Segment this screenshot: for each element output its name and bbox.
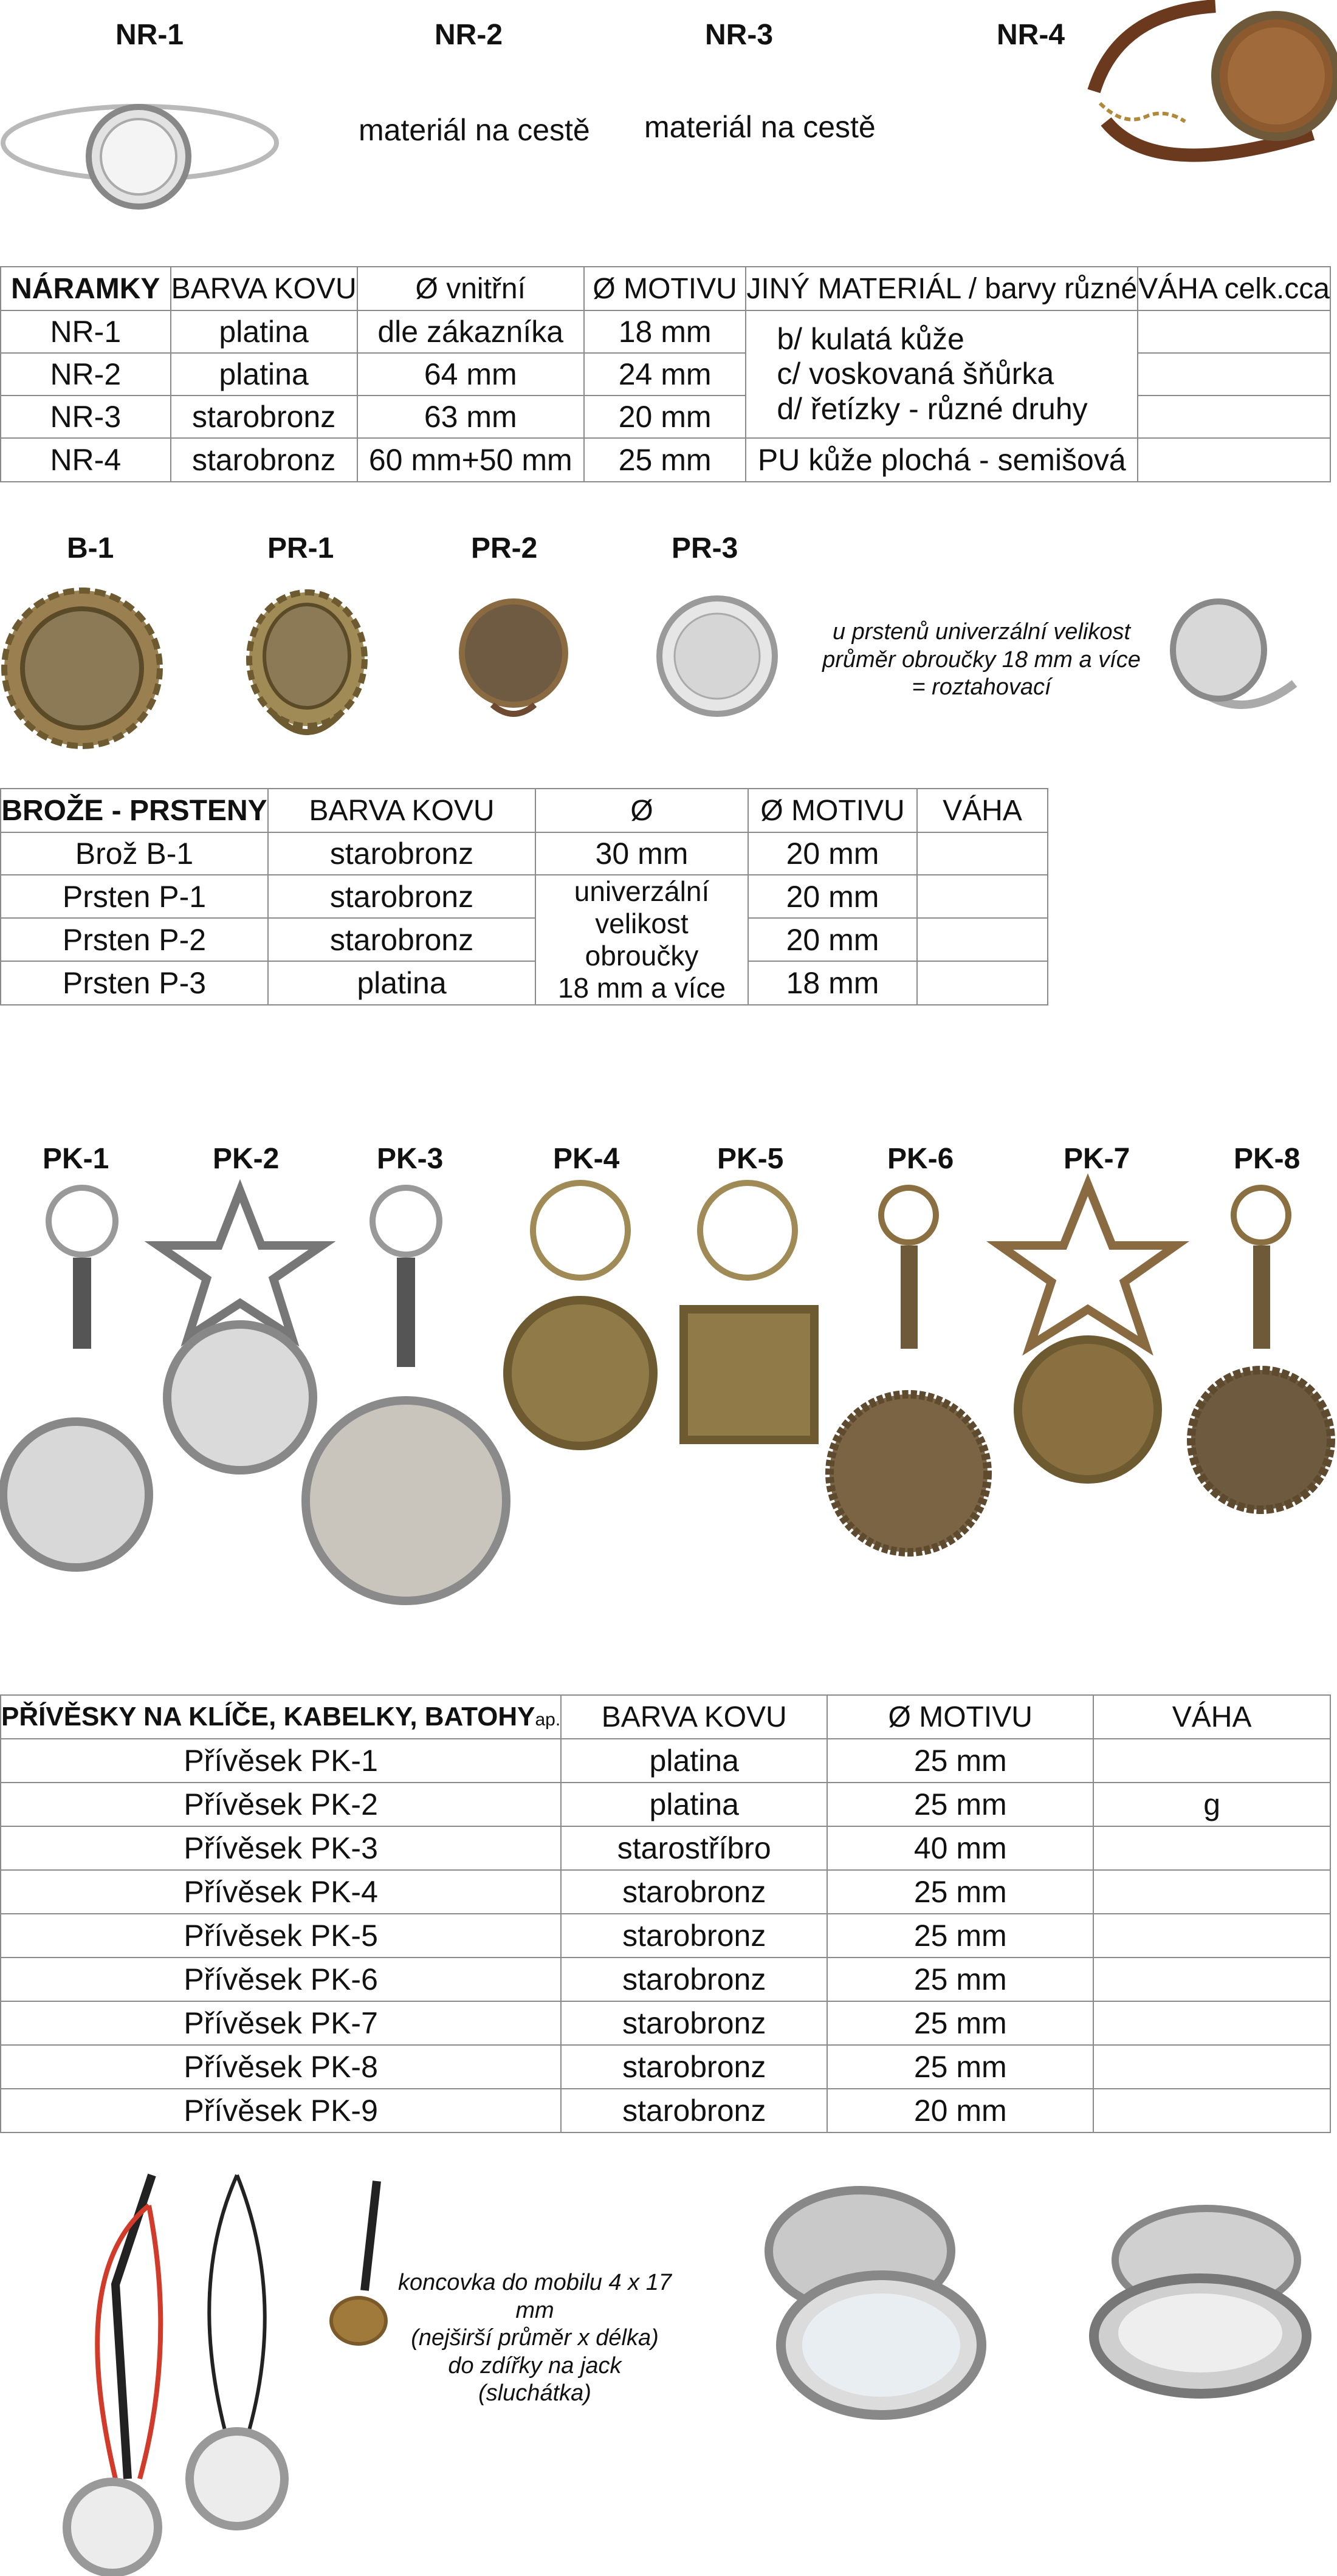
table-cell: [1093, 1826, 1330, 1870]
table-cell: 63 mm: [357, 396, 584, 438]
code-nr3: NR-3: [705, 19, 774, 51]
code-nr2: NR-2: [435, 19, 503, 51]
bracelets-header-other: JINÝ MATERIÁL / barvy různé: [746, 267, 1138, 310]
bracelets-other-material: [746, 310, 1138, 438]
table-cell: 20 mm: [748, 918, 917, 961]
table-cell: [1093, 1870, 1330, 1914]
code-pk3: PK-3: [377, 1143, 444, 1175]
table-row: [1, 1783, 1330, 1826]
code-pk8: PK-8: [1234, 1143, 1301, 1175]
table-cell: Prsten P-3: [1, 961, 268, 1004]
phone-charms-image: [43, 2163, 431, 2576]
bracelet-nr4-image: [1082, 0, 1337, 182]
rings-header-diameter: Ø: [535, 789, 748, 832]
keychains-image: [0, 1179, 1337, 1604]
table-cell: Přívěsek PK-4: [1, 1870, 561, 1914]
compact-mirror-image: [754, 2181, 1009, 2436]
bracelets-header-weight: VÁHA celk.cca: [1138, 267, 1330, 310]
table-cell: 25 mm: [827, 1914, 1093, 1958]
table-cell: [1093, 2045, 1330, 2089]
table-row: [1, 2089, 1330, 2132]
table-cell: starobronz: [561, 1870, 827, 1914]
table-cell: [1138, 310, 1330, 353]
table-row: [1, 2001, 1330, 2045]
other-material-d: d/ řetízky - různé druhy: [777, 391, 1088, 426]
table-cell: platina: [268, 961, 535, 1004]
table-cell: starobronz: [268, 918, 535, 961]
table-cell: 20 mm: [827, 2089, 1093, 2132]
keychains-header-suffix: ap.: [535, 1710, 561, 1730]
table-cell: 20 mm: [748, 832, 917, 875]
table-row: [1, 1826, 1330, 1870]
table-cell: platina: [561, 1739, 827, 1783]
table-cell: [1093, 1958, 1330, 2001]
keychains-header-name: [1, 1695, 561, 1739]
keychains-header-main: PŘÍVĚSKY NA KLÍČE, KABELKY, BATOHY: [1, 1702, 535, 1732]
pill-box-image: [1079, 2202, 1322, 2403]
code-nr1: NR-1: [115, 19, 184, 51]
table-cell: NR-4: [1, 438, 171, 482]
table-cell: NR-3: [1, 396, 171, 438]
ring-pr1-image: [237, 586, 383, 744]
table-cell: Prsten P-2: [1, 918, 268, 961]
rings-header-name: BROŽE - PRSTENY: [1, 789, 268, 832]
table-cell: Přívěsek PK-2: [1, 1783, 561, 1826]
code-pr1: PR-1: [267, 532, 334, 564]
table-cell: starobronz: [561, 1958, 827, 2001]
table-row: [1, 2045, 1330, 2089]
table-cell: 60 mm+50 mm: [357, 438, 584, 482]
bracelets-header-color: BARVA KOVU: [171, 267, 357, 310]
note-nr3: materiál na cestě: [644, 110, 876, 144]
phone-note-line3: do zdířky na jack (sluchátka): [448, 2352, 622, 2406]
ring-adjustable-image: [1167, 598, 1307, 720]
table-cell: PU kůže plochá - semišová: [746, 438, 1138, 482]
table-cell: Přívěsek PK-1: [1, 1739, 561, 1783]
bracelet-nr1-image: [0, 85, 292, 207]
code-pr3: PR-3: [672, 532, 738, 564]
rings-merged-diameter: [535, 875, 748, 1005]
table-cell: 25 mm: [827, 1958, 1093, 2001]
table-cell: [1138, 396, 1330, 438]
table-cell: 25 mm: [827, 2045, 1093, 2089]
code-pr2: PR-2: [471, 532, 538, 564]
merged-diameter-line2: velikost obroučky: [585, 907, 699, 971]
rings-note-line2: průměr obroučky 18 mm a více: [822, 646, 1141, 673]
phone-note-line1: koncovka do mobilu 4 x 17 mm: [398, 2270, 672, 2323]
table-cell: Přívěsek PK-9: [1, 2089, 561, 2132]
keychains-header-weight: VÁHA: [1093, 1695, 1330, 1739]
table-cell: [1138, 438, 1330, 482]
table-cell: [1093, 2089, 1330, 2132]
rings-table: [0, 788, 1048, 1005]
table-row: [1, 1958, 1330, 2001]
table-cell: [917, 918, 1048, 961]
table-cell: NR-1: [1, 310, 171, 353]
table-cell: platina: [171, 310, 357, 353]
rings-note-line1: u prstenů univerzální velikost: [832, 619, 1131, 645]
ring-pr2-image: [447, 598, 580, 720]
code-pk2: PK-2: [213, 1143, 280, 1175]
code-nr4: NR-4: [997, 19, 1065, 51]
table-cell: Přívěsek PK-7: [1, 2001, 561, 2045]
table-cell: [917, 875, 1048, 918]
note-nr2: materiál na cestě: [359, 113, 590, 147]
ring-pr3-image: [650, 592, 784, 726]
table-cell: Přívěsek PK-5: [1, 1914, 561, 1958]
table-row: [1, 1739, 1330, 1783]
table-cell: Přívěsek PK-8: [1, 2045, 561, 2089]
rings-header-motif: Ø MOTIVU: [748, 789, 917, 832]
table-cell: [1093, 1914, 1330, 1958]
other-material-b: b/ kulatá kůže: [777, 321, 964, 356]
table-cell: platina: [561, 1783, 827, 1826]
brooch-b1-image: [0, 583, 170, 753]
table-cell: platina: [171, 353, 357, 396]
table-cell: 25 mm: [827, 2001, 1093, 2045]
bracelets-header-motif: Ø MOTIVU: [584, 267, 746, 310]
table-cell: Prsten P-1: [1, 875, 268, 918]
code-pk4: PK-4: [553, 1143, 620, 1175]
table-cell: [1138, 353, 1330, 396]
rings-header-weight: VÁHA: [917, 789, 1048, 832]
table-cell: NR-2: [1, 353, 171, 396]
code-pk7: PK-7: [1064, 1143, 1130, 1175]
merged-diameter-line1: univerzální: [574, 875, 710, 907]
code-pk1: PK-1: [43, 1143, 109, 1175]
rings-note-line3: = roztahovací: [912, 674, 1051, 701]
table-cell: 25 mm: [584, 438, 746, 482]
table-cell: 25 mm: [827, 1739, 1093, 1783]
bracelets-header-name: NÁRAMKY: [1, 267, 171, 310]
table-cell: starobronz: [268, 875, 535, 918]
table-cell: 40 mm: [827, 1826, 1093, 1870]
merged-diameter-line3: 18 mm a více: [557, 971, 726, 1004]
table-cell: [917, 832, 1048, 875]
keychains-header-motif: Ø MOTIVU: [827, 1695, 1093, 1739]
other-material-c: c/ voskovaná šňůrka: [777, 357, 1054, 391]
rings-size-note: [805, 618, 1158, 702]
table-cell: [917, 961, 1048, 1004]
table-cell: 20 mm: [748, 875, 917, 918]
table-cell: g: [1093, 1783, 1330, 1826]
table-cell: dle zákazníka: [357, 310, 584, 353]
table-cell: 30 mm: [535, 832, 748, 875]
table-cell: starobronz: [561, 2045, 827, 2089]
table-cell: starobronz: [561, 1914, 827, 1958]
table-cell: starobronz: [171, 396, 357, 438]
table-cell: Přívěsek PK-6: [1, 1958, 561, 2001]
keychains-table: [0, 1694, 1331, 2133]
table-cell: starobronz: [561, 2001, 827, 2045]
phone-plug-note: [389, 2269, 681, 2408]
table-cell: [1093, 2001, 1330, 2045]
keychains-header-color: BARVA KOVU: [561, 1695, 827, 1739]
table-cell: Přívěsek PK-3: [1, 1826, 561, 1870]
table-cell: starobronz: [268, 832, 535, 875]
table-cell: starostříbro: [561, 1826, 827, 1870]
code-b1: B-1: [67, 532, 114, 564]
table-cell: 25 mm: [827, 1870, 1093, 1914]
bracelets-header-inner: Ø vnitřní: [357, 267, 584, 310]
code-pk5: PK-5: [717, 1143, 784, 1175]
table-cell: 20 mm: [584, 396, 746, 438]
table-cell: 24 mm: [584, 353, 746, 396]
table-cell: 25 mm: [827, 1783, 1093, 1826]
table-cell: [1093, 1739, 1330, 1783]
table-row: [1, 1870, 1330, 1914]
table-cell: 64 mm: [357, 353, 584, 396]
phone-note-line2: (nejširší průměr x délka): [411, 2325, 659, 2351]
table-row: [1, 1914, 1330, 1958]
rings-header-color: BARVA KOVU: [268, 789, 535, 832]
table-cell: Brož B-1: [1, 832, 268, 875]
table-cell: starobronz: [561, 2089, 827, 2132]
bracelets-table: [0, 266, 1331, 482]
table-cell: starobronz: [171, 438, 357, 482]
table-cell: 18 mm: [584, 310, 746, 353]
code-pk6: PK-6: [887, 1143, 954, 1175]
table-cell: 18 mm: [748, 961, 917, 1004]
